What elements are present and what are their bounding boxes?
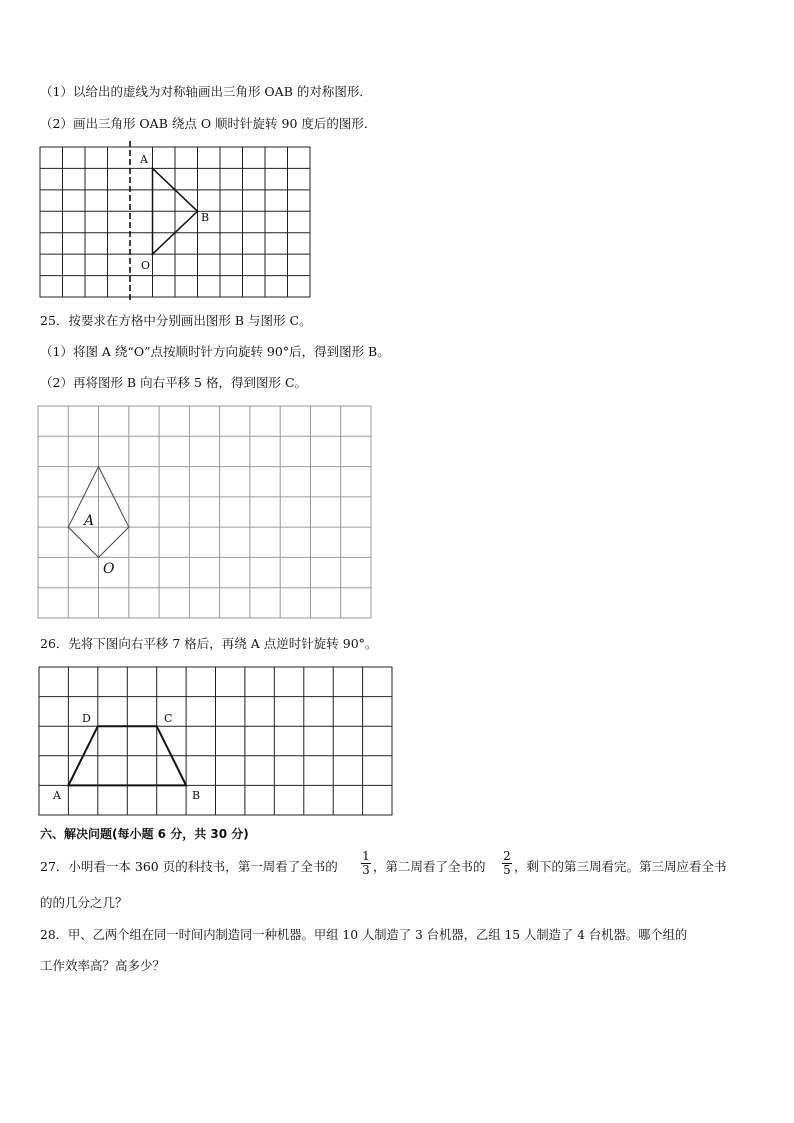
q25-part2: （2）再将图形 B 向右平移 5 格，得到图形 C。 bbox=[40, 375, 308, 390]
q25-title: 25．按要求在方格中分别画出图形 B 与图形 C。 bbox=[40, 313, 312, 328]
label-q25-a: A bbox=[84, 513, 95, 529]
q27-frac1-numerator: 1 bbox=[362, 849, 370, 863]
q27-frac1-denominator: 3 bbox=[362, 863, 370, 877]
q27-fraction-2 bbox=[502, 850, 512, 877]
q27-text-c: ，剩下的第三周看完。第三周应看全书 bbox=[514, 859, 727, 874]
grid-q26 bbox=[39, 667, 392, 815]
q27-line2: 的的几分之几？ bbox=[40, 895, 128, 910]
q27-frac2-denominator: 5 bbox=[503, 863, 511, 877]
q27-text-a: 27．小明看一本 360 页的科技书，第一周看了全书的 bbox=[40, 859, 338, 874]
grid-q24 bbox=[40, 147, 310, 297]
q26-title: 26．先将下图向右平移 7 格后，再绕 A 点逆时针旋转 90°。 bbox=[40, 636, 378, 651]
q27-text-b: ，第二周看了全书的 bbox=[373, 859, 486, 874]
q28-line1: 28．甲、乙两个组在同一时间内制造同一种机器。甲组 10 人制造了 3 台机器，乙组 15 人制造了 4 台机器。哪个组的 bbox=[40, 928, 688, 942]
label-q24-a: A bbox=[140, 153, 148, 166]
label-q26-b: B bbox=[192, 789, 201, 802]
label-q26-a: A bbox=[53, 789, 61, 802]
q27-fraction-1 bbox=[361, 850, 371, 877]
q28-line2: 工作效率高？高多少？ bbox=[40, 958, 166, 973]
q25-part1: （1）将图 A 绕“O”点按顺时针方向旋转 90°后，得到图形 B。 bbox=[40, 344, 390, 359]
section-heading: 六、解决问题(每小题 6 分，共 30 分) bbox=[40, 827, 249, 841]
label-q24-o: O bbox=[141, 259, 151, 272]
q24-part1: （1）以给出的虚线为对称轴画出三角形 OAB 的对称图形． bbox=[40, 84, 372, 99]
q27-frac2-numerator: 2 bbox=[503, 849, 511, 863]
grid-q25 bbox=[38, 406, 371, 618]
label-q26-d: D bbox=[82, 712, 91, 725]
q24-part2: （2）画出三角形 OAB 绕点 O 顺时针旋转 90 度后的图形． bbox=[40, 116, 377, 131]
label-q24-b: B bbox=[201, 211, 210, 224]
label-q25-o: O bbox=[103, 561, 115, 577]
label-q26-c: C bbox=[164, 712, 173, 725]
